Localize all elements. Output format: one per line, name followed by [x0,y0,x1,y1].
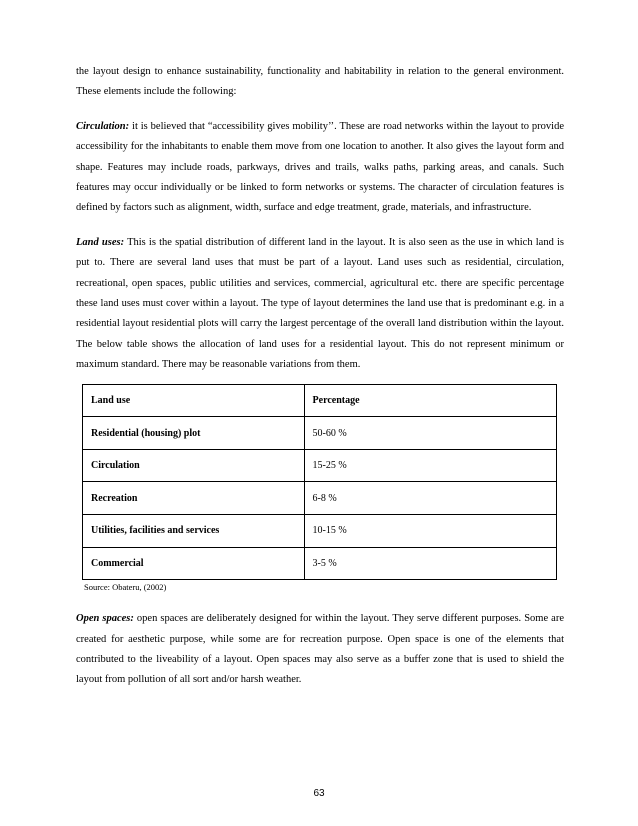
table-row [83,482,557,515]
land-use-cell: Recreation [83,482,305,515]
percentage-cell: 15-25 % [304,449,556,482]
circulation-paragraph [76,117,564,219]
table-row [83,417,557,450]
percentage-cell: 50-60 % [304,417,556,450]
open-spaces-heading: Open spaces: [76,613,134,625]
document-page [76,62,564,691]
table-row [83,547,557,580]
intro-text: the layout design to enhance sustainability, functionality and habitability in relation to the general environment. These elements include the following: [76,66,564,98]
table-row [83,449,557,482]
land-use-cell: Utilities, facilities and services [83,515,305,548]
land-uses-paragraph [76,233,564,376]
percentage-cell: 10-15 % [304,515,556,548]
table-row [83,515,557,548]
header-land-use: Land use [83,384,305,417]
table-source-caption: Source: Obateru, (2002) [84,582,167,593]
table-header-row [83,384,557,417]
land-use-table [82,384,557,581]
land-uses-heading: Land uses: [76,236,125,248]
header-percentage: Percentage [304,384,556,417]
open-spaces-paragraph [76,609,564,691]
land-use-cell: Commercial [83,547,305,580]
percentage-cell: 6-8 % [304,482,556,515]
intro-paragraph [76,62,564,103]
land-use-cell: Circulation [83,449,305,482]
circulation-text: it is believed that “accessibility gives mobility’’. These are road networks within the layout to provide accessibility for the inhabitants to enable them move from one location to another. It also gives the layout form and shape. Features may include roads, parkways, drives and trails, walks paths, parking areas, and canals. Such features may occur individually or be linked to form networks or systems. The character of circulation features is defined by factors such as alignment, width, surface and edge treatment, grade, materials, and infrastructure. [76,120,564,214]
circulation-heading: Circulation: [76,120,130,132]
page-number: 63 [313,788,325,799]
open-spaces-text: open spaces are deliberately designed for within the layout. They serve different purposes. Some are created for aesthetic purpose, while some are for recreation purpose. Open space is one of the elements that contributed to the liveability of a layout. Open spaces may also serve as a buffer zone that is used to shield the layout from pollution of all sort and/or harsh weather. [76,613,564,686]
land-use-cell: Residential (housing) plot [83,417,305,450]
land-uses-text: This is the spatial distribution of different land in the layout. It is also seen as the use in which land is put to. There are several land uses that must be part of a layout. Land uses such as residential, circulation, recreational, open spaces, public utilities and services, commercial, agricultural etc. there are specific percentage these land uses must cover within a layout. The type of layout determines the land use that is predominant e.g. in a residential layout residential plots will carry the largest percentage of the overall land distribution within the layout. The below table shows the allocation of land uses for a residential layout. This do not represent minimum or maximum standard. There may be reasonable variations from them. [76,236,564,371]
percentage-cell: 3-5 % [304,547,556,580]
